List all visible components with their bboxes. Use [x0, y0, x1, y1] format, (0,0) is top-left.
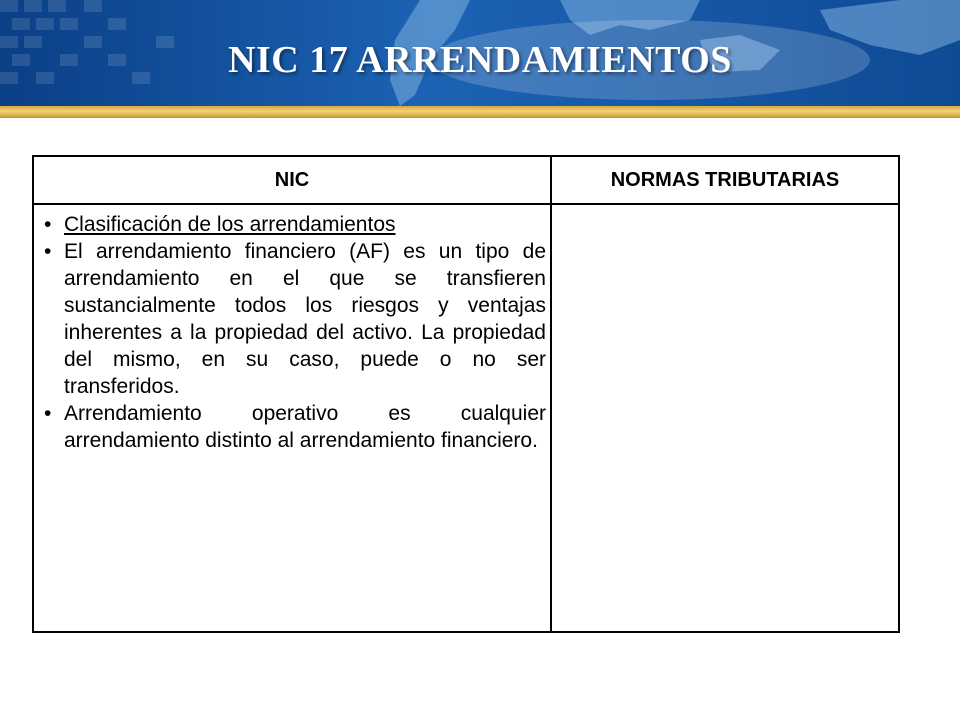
header-banner	[0, 0, 960, 106]
comparison-table	[32, 155, 900, 633]
header-normas-tributarias: NORMAS TRIBUTARIAS	[551, 156, 899, 204]
table-header-row	[33, 156, 899, 204]
list-item	[44, 211, 546, 238]
gold-divider	[0, 106, 960, 118]
list-item: • El arrendamiento financiero (AF) es un tipo de arrendamiento en el que se transfieren sustancialmente todos los riesgos y ventajas inherentes a la propiedad del activo. La propiedad del mismo, en su caso, puede o no ser transferidos.	[44, 238, 546, 400]
list-item: • Arrendamiento operativo es cualquier arrendamiento distinto al arrendamiento financiero.	[44, 400, 546, 454]
table-row	[33, 204, 899, 632]
nic-cell	[33, 204, 551, 632]
classification-heading: Clasificación de los arrendamientos	[64, 213, 396, 236]
header-nic: NIC	[33, 156, 551, 204]
slide-title: NIC 17 ARRENDAMIENTOS	[228, 39, 732, 81]
nic-bullet-list	[34, 205, 550, 454]
normas-cell	[551, 204, 899, 632]
